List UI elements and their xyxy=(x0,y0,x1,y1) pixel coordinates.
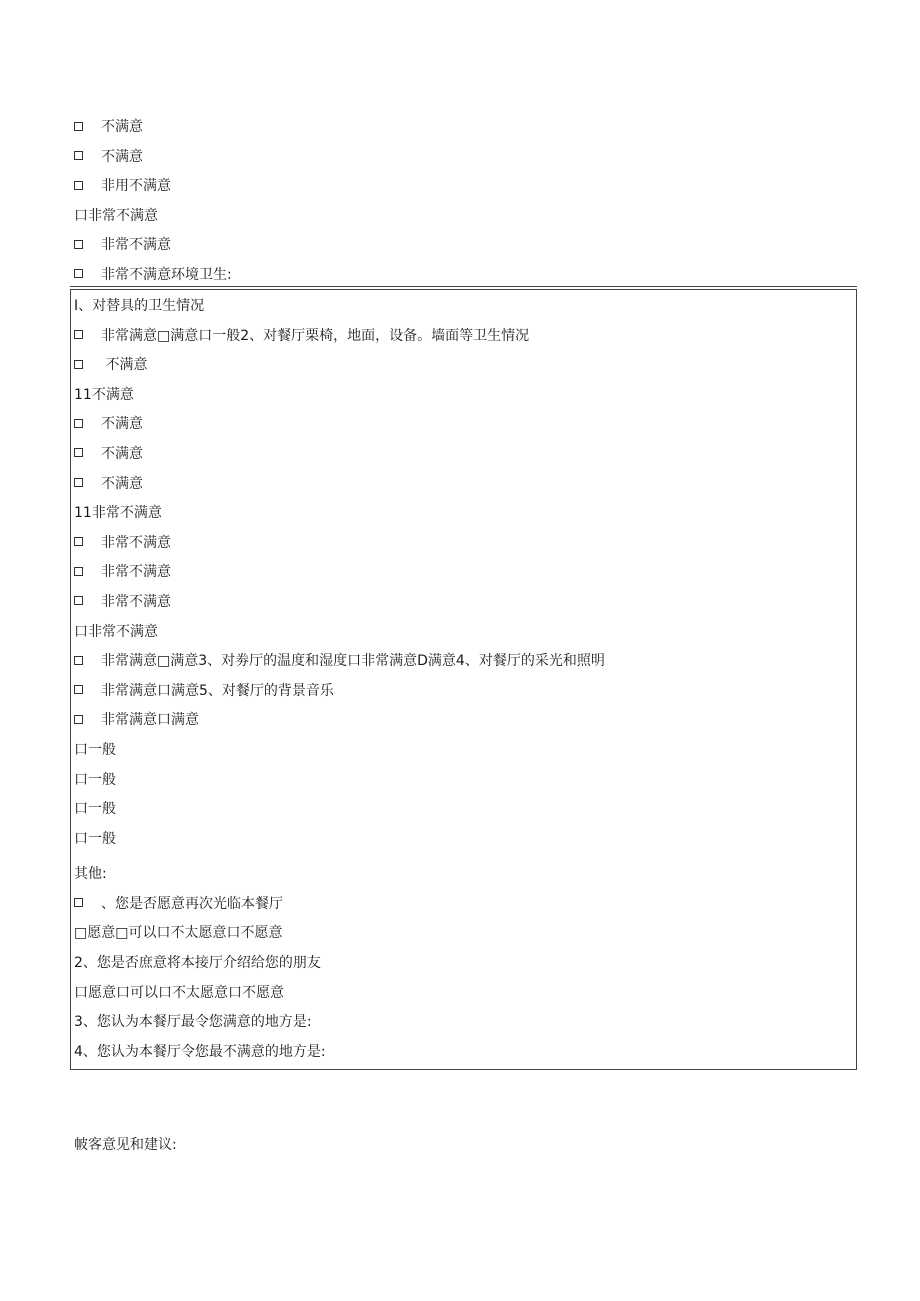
option-line: 非常不满意 xyxy=(74,235,864,265)
checkbox-icon[interactable] xyxy=(74,656,83,665)
option-line: 非常满意口满意 xyxy=(74,710,849,740)
top-option-list xyxy=(74,117,864,295)
checkbox-icon[interactable] xyxy=(74,122,83,131)
checkbox-icon[interactable] xyxy=(74,419,83,428)
option-line: 非用不满意 xyxy=(74,176,864,206)
option-line: 不满意 xyxy=(74,474,849,504)
option-line: 非常不满意 xyxy=(74,592,849,622)
option-line: 不满意 xyxy=(74,444,849,474)
checkbox-icon[interactable] xyxy=(74,360,83,369)
option-line: 口一般 xyxy=(74,771,116,788)
option-line: 不满意 xyxy=(74,117,864,147)
checkbox-icon[interactable] xyxy=(74,715,83,724)
option-line: 口一般 xyxy=(74,741,116,758)
checkbox-icon[interactable] xyxy=(74,151,83,160)
option-line: 非常满意□满意3、对劵厅的温度和湿度口非常满意D满意4、对餐厅的采光和照明 xyxy=(74,651,849,681)
option-line: □愿意□可以口不太愿意口不愿意 xyxy=(74,925,283,942)
question-line: 2、您是否庶意将本接厅介绍给您的朋友 xyxy=(74,955,321,972)
option-line: 不满意 xyxy=(74,414,849,444)
option-line: 非常不满意 xyxy=(74,562,849,592)
option-line: 口一般 xyxy=(74,830,116,847)
option-line: 不满意 xyxy=(74,147,864,177)
question-line: 、您是否愿意再次光临本餐厅 xyxy=(74,894,849,924)
section-label: 其他: xyxy=(74,866,107,883)
option-line: 11非常不满意 xyxy=(74,505,162,522)
question-line: 4、您认为本餐厅令您最不满意的地方是: xyxy=(74,1043,326,1060)
survey-content xyxy=(74,296,849,1071)
checkbox-icon[interactable] xyxy=(74,448,83,457)
customer-feedback-label: 帔客意见和建议: xyxy=(74,1137,177,1153)
option-line: 口非常不满意 xyxy=(74,207,158,224)
option-line: 非常不满意 xyxy=(74,533,849,563)
option-line: 非常满意口满意5、对餐厅的背景音乐 xyxy=(74,681,849,711)
option-line: 口一般 xyxy=(74,801,116,818)
option-line: 不满意 xyxy=(74,355,849,385)
option-line: 11不满意 xyxy=(74,386,134,403)
question-line: I、对替具的卫生情况 xyxy=(74,298,205,314)
checkbox-icon[interactable] xyxy=(74,537,83,546)
checkbox-icon[interactable] xyxy=(74,596,83,605)
checkbox-icon[interactable] xyxy=(74,269,83,278)
option-line: 口非常不满意 xyxy=(74,623,158,640)
option-line: 非常满意□满意口一般2、对餐厅栗椅，地面，设备。墙面等卫生情况 xyxy=(74,326,849,356)
checkbox-icon[interactable] xyxy=(74,181,83,190)
question-line: 3、您认为本餐厅最令您满意的地方是: xyxy=(74,1014,312,1031)
checkbox-icon[interactable] xyxy=(74,478,83,487)
checkbox-icon[interactable] xyxy=(74,567,83,576)
checkbox-icon[interactable] xyxy=(74,240,83,249)
option-line: 非常不满意环境卫生: xyxy=(74,265,864,295)
checkbox-icon[interactable] xyxy=(74,330,83,339)
option-line: 口愿意口可以口不太愿意口不愿意 xyxy=(74,984,284,1001)
frame-top-rule xyxy=(70,286,857,287)
checkbox-icon[interactable] xyxy=(74,898,83,907)
checkbox-icon[interactable] xyxy=(74,685,83,694)
survey-frame xyxy=(70,289,857,1070)
